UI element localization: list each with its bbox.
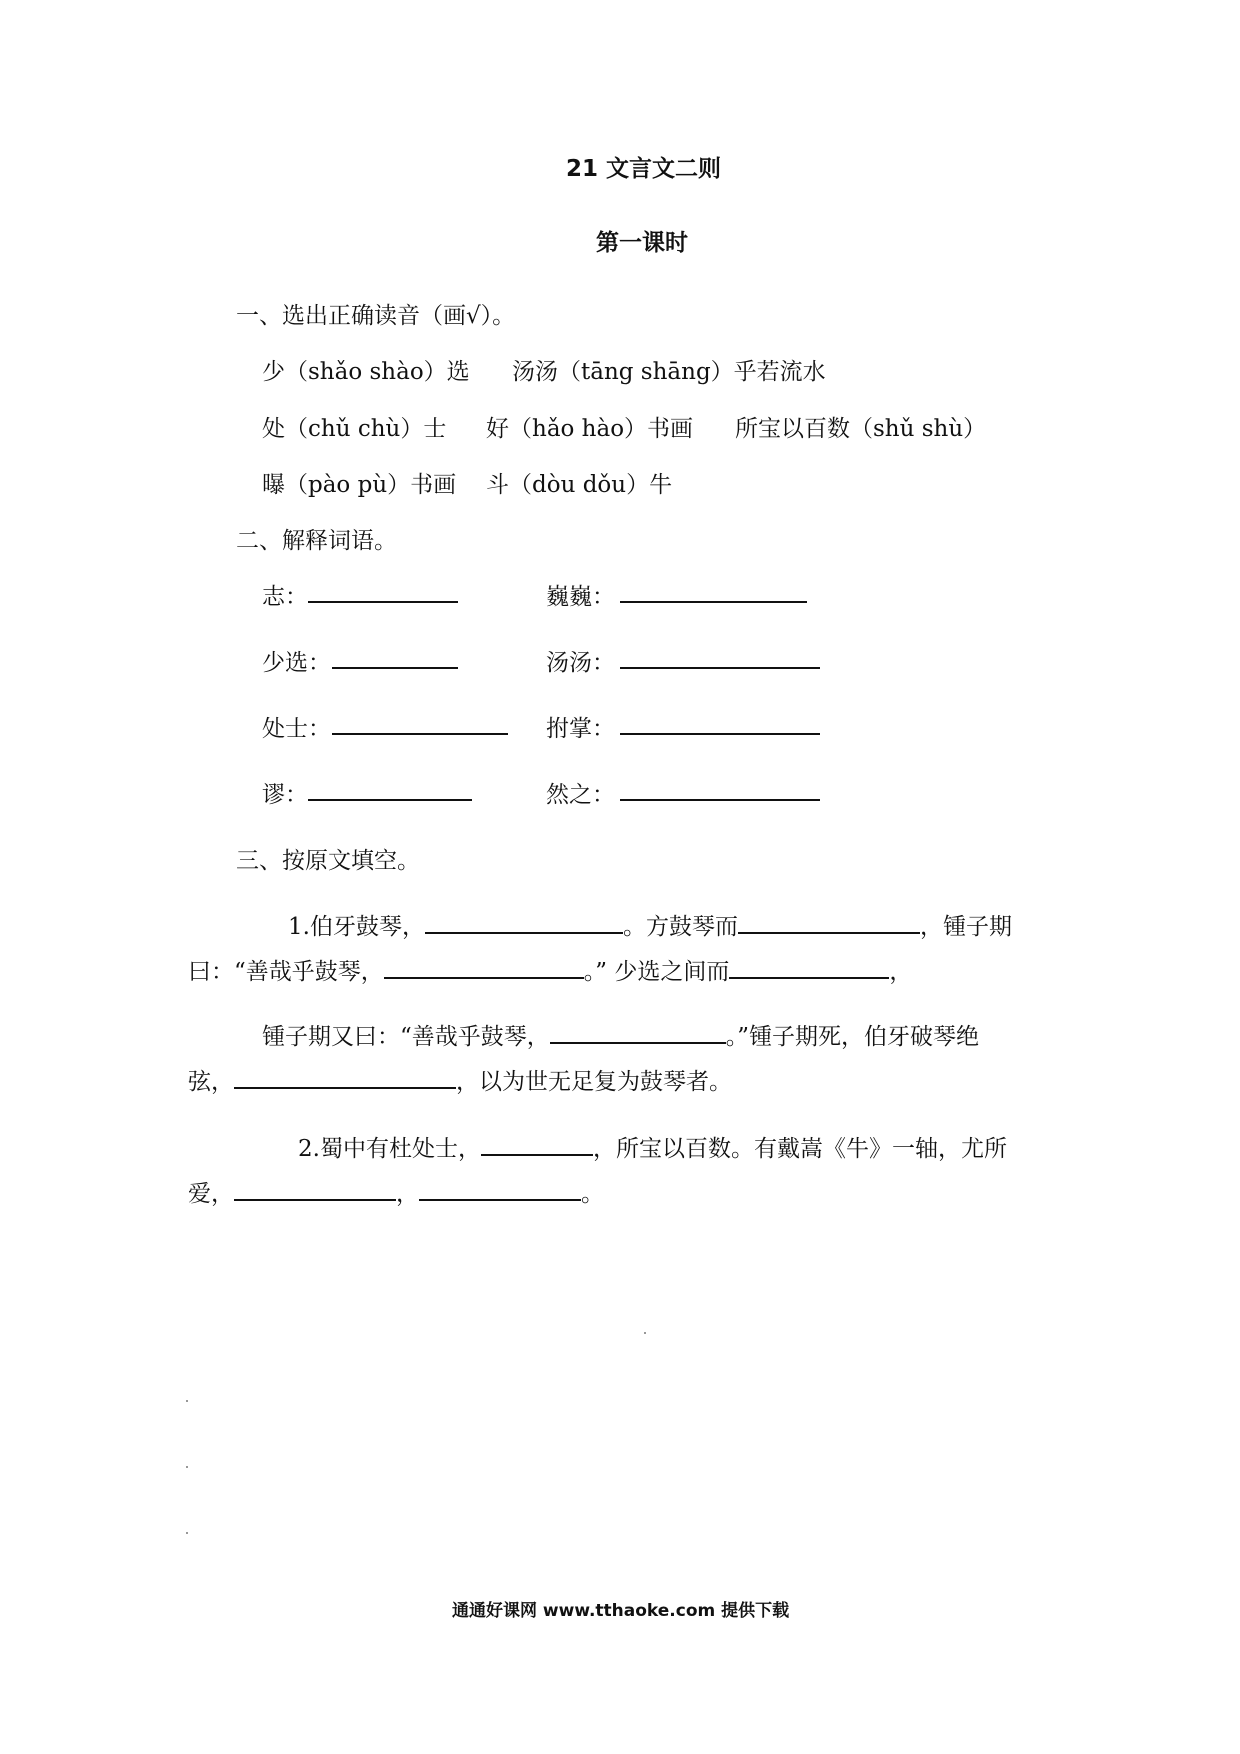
text: ， <box>396 1181 419 1207</box>
term-label: 拊掌： <box>546 716 615 742</box>
answer-blank[interactable] <box>332 667 458 669</box>
answer-blank[interactable] <box>620 733 820 735</box>
page-title: 21 文言文二则 <box>566 156 722 182</box>
text: 锺子期又曰：“善哉乎鼓琴， <box>262 1024 550 1050</box>
answer-blank[interactable] <box>481 1153 593 1156</box>
fill-paragraph-1-line-3 <box>262 1018 979 1051</box>
text: 。 <box>581 1181 604 1207</box>
term-label: 谬： <box>262 782 308 808</box>
answer-blank[interactable] <box>384 976 584 979</box>
answer-blank[interactable] <box>425 931 623 934</box>
section-3-heading: 三、按原文填空。 <box>236 848 420 874</box>
text: 。” 少选之间而 <box>583 959 730 985</box>
scan-speck <box>644 1332 646 1334</box>
text: 弦， <box>188 1069 234 1095</box>
answer-blank[interactable] <box>550 1041 726 1044</box>
term-label: 志： <box>262 584 308 610</box>
text: ， <box>889 959 913 985</box>
answer-blank[interactable] <box>738 931 920 934</box>
section-2-heading: 二、解释词语。 <box>236 528 397 554</box>
footer-credit: 通通好课网 www.tthaoke.com 提供下载 <box>452 1601 790 1621</box>
answer-blank[interactable] <box>234 1198 396 1201</box>
answer-blank[interactable] <box>729 976 889 979</box>
answer-blank[interactable] <box>620 601 807 603</box>
scan-speck <box>186 1532 188 1534</box>
text: 曰：“善哉乎鼓琴， <box>188 959 384 985</box>
answer-blank[interactable] <box>419 1198 581 1201</box>
section-1-heading: 一、选出正确读音（画√）。 <box>236 303 516 329</box>
term-label: 然之： <box>546 782 615 808</box>
text: ，所宝以百数。有戴嵩《牛》一轴，尤所 <box>592 1136 1007 1162</box>
text: 1.伯牙鼓琴， <box>288 914 425 940</box>
page-subtitle: 第一课时 <box>596 230 688 256</box>
fill-paragraph-1-line-4 <box>188 1063 732 1096</box>
answer-blank[interactable] <box>308 601 458 603</box>
term-label: 巍巍： <box>546 584 615 610</box>
pinyin-item: 所宝以百数（shǔ shù） <box>735 416 987 442</box>
pinyin-item: 少（shǎo shào）选 <box>262 359 470 385</box>
fill-paragraph-1-line-1 <box>288 908 1012 941</box>
answer-blank[interactable] <box>620 667 820 669</box>
answer-blank[interactable] <box>308 799 472 801</box>
answer-blank[interactable] <box>620 799 820 801</box>
text: 爱， <box>188 1181 234 1207</box>
pinyin-item: 斗（dòu dǒu）牛 <box>486 472 673 498</box>
text: ，锺子期 <box>919 914 1012 940</box>
text: 。方鼓琴而 <box>622 914 738 940</box>
term-label: 处士： <box>262 716 331 742</box>
scan-speck <box>186 1400 188 1402</box>
answer-blank[interactable] <box>332 733 508 735</box>
term-label: 汤汤： <box>546 650 615 676</box>
fill-paragraph-2-line-2 <box>188 1175 604 1208</box>
pinyin-item: 曝（pào pù）书画 <box>262 472 457 498</box>
text: 2.蜀中有杜处士， <box>298 1136 481 1162</box>
pinyin-item: 好（hǎo hào）书画 <box>486 416 694 442</box>
answer-blank[interactable] <box>234 1086 456 1089</box>
scan-speck <box>186 1466 188 1468</box>
pinyin-item: 处（chǔ chù）士 <box>262 416 447 442</box>
text: ，以为世无足复为鼓琴者。 <box>456 1069 732 1095</box>
term-label: 少选： <box>262 650 331 676</box>
fill-paragraph-1-line-2 <box>188 953 912 986</box>
fill-paragraph-2-line-1 <box>298 1130 1007 1163</box>
text: 。”锺子期死，伯牙破琴绝 <box>725 1024 980 1050</box>
pinyin-item: 汤汤（tāng shāng）乎若流水 <box>512 359 826 385</box>
